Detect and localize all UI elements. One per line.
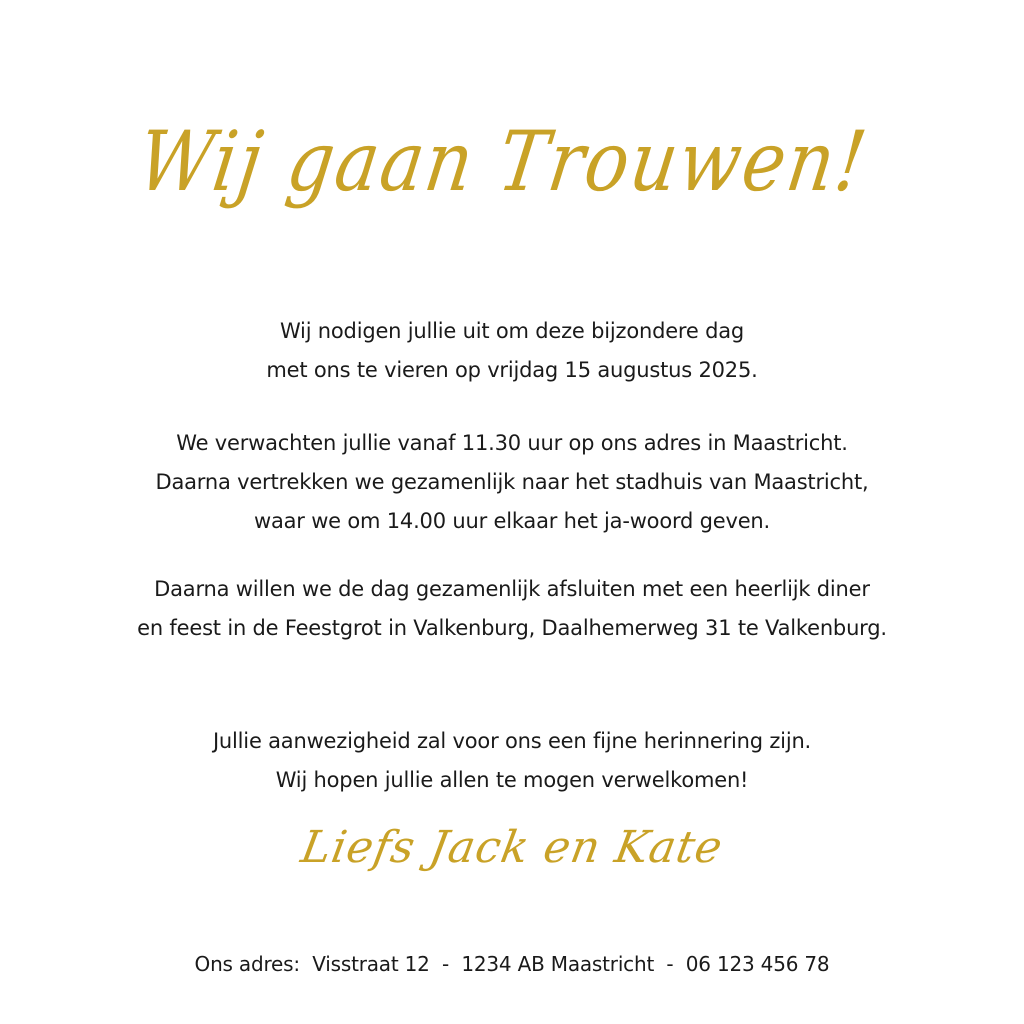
paragraph-line: Wij nodigen jullie uit om deze bijzondere dag: [279, 319, 745, 343]
paragraph-line: Daarna willen we de dag gezamenlijk afsluiten met een heerlijk diner: [154, 577, 870, 601]
paragraph-line: waar we om 14.00 uur elkaar het ja-woord geven.: [253, 509, 771, 533]
invitation-title: Wij gaan Trouwen!: [132, 112, 874, 210]
invitation-paragraph-dinner: [0, 570, 1024, 648]
invitation-paragraph-date: [0, 312, 1024, 390]
invitation-paragraph-schedule: [0, 424, 1024, 541]
paragraph-line: Jullie aanwezigheid zal voor ons een fijne herinnering zijn.: [212, 729, 812, 753]
paragraph-line: Daarna vertrekken we gezamenlijk naar het stadhuis van Maastricht,: [155, 470, 869, 494]
paragraph-line: met ons te vieren op vrijdag 15 augustus 2025.: [266, 358, 758, 382]
paragraph-line: en feest in de Feestgrot in Valkenburg, Daalhemerweg 31 te Valkenburg.: [137, 616, 887, 640]
contact-address: Ons adres: Visstraat 12 - 1234 AB Maastricht - 06 123 456 78: [194, 952, 830, 976]
invitation-signature: Liefs Jack en Kate: [297, 822, 727, 873]
invitation-paragraph-closing: [0, 722, 1024, 800]
paragraph-line: Wij hopen jullie allen te mogen verwelkomen!: [275, 768, 749, 792]
paragraph-line: We verwachten jullie vanaf 11.30 uur op ons adres in Maastricht.: [176, 431, 848, 455]
